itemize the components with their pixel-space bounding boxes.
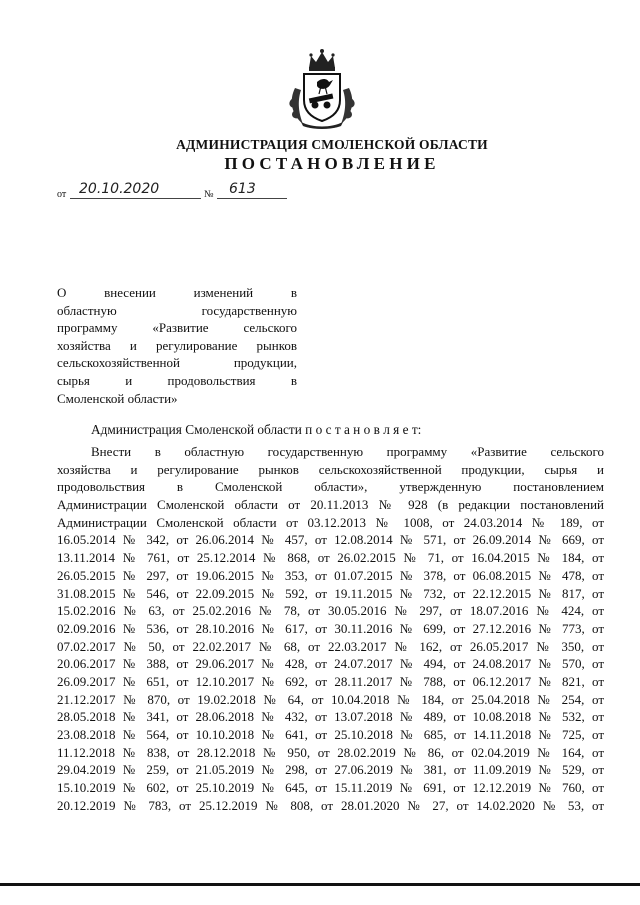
body-line: 13.11.2014 № 761, от 25.12.2014 № 868, от 26.02.2015 № 71, от 16.04.2015 № 184, от — [57, 550, 604, 566]
body-line: Внести в областную государственную программу «Развитие сельского — [91, 444, 604, 459]
body-line: продовольствия в Смоленской области», утвержденную постановлением — [57, 479, 604, 495]
number-label: № — [204, 189, 214, 200]
body-line: хозяйства и регулирование рынков сельскохозяйственной продукции, сырья и — [57, 461, 604, 477]
body-line: 07.02.2017 № 50, от 22.02.2017 № 68, от 22.03.2017 № 162, от 26.05.2017 № 350, от — [57, 638, 604, 654]
subject-line: областную государственную — [57, 302, 297, 318]
body-line: 20.06.2017 № 388, от 29.06.2017 № 428, от 24.07.2017 № 494, от 24.08.2017 № 570, от — [57, 656, 604, 672]
page-bottom-rule — [0, 883, 640, 886]
body-paragraph — [57, 443, 604, 814]
number-underline — [217, 198, 287, 199]
subject-line: сырья и продовольствия в — [57, 372, 297, 388]
body-line: 26.05.2015 № 297, от 19.06.2015 № 353, от 01.07.2015 № 378, от 06.08.2015 № 478, от — [57, 567, 604, 583]
body-line: 31.08.2015 № 546, от 22.09.2015 № 592, от 19.11.2015 № 732, от 22.12.2015 № 817, от — [57, 585, 604, 601]
coat-of-arms-icon — [287, 48, 357, 130]
body-line: Администрации Смоленской области от 03.12.2013 № 1008, от 24.03.2014 № 189, от — [57, 514, 604, 530]
organization-name: АДМИНИСТРАЦИЯ СМОЛЕНСКОЙ ОБЛАСТИ — [176, 137, 488, 152]
body-line: 23.08.2018 № 564, от 10.10.2018 № 641, от 25.10.2018 № 685, от 14.11.2018 № 725, от — [57, 727, 604, 742]
body-line: 21.12.2017 № 870, от 19.02.2018 № 64, от 10.04.2018 № 184, от 25.04.2018 № 254, от — [57, 691, 604, 707]
body-line: 28.05.2018 № 341, от 28.06.2018 № 432, от 13.07.2018 № 489, от 10.08.2018 № 532, от — [57, 709, 604, 725]
body-line: 16.05.2014 № 342, от 26.06.2014 № 457, от 12.08.2014 № 571, от 26.09.2014 № 669, от — [57, 532, 604, 548]
body-line: 11.12.2018 № 838, от 28.12.2018 № 950, от 28.02.2019 № 86, от 02.04.2019 № 164, от — [57, 744, 604, 760]
handwritten-number: 613 — [229, 181, 256, 197]
preamble-text: Администрация Смоленской области п о с т а н о в л я е т: — [91, 422, 422, 437]
subject-line: хозяйства и регулирование рынков — [57, 337, 297, 353]
subject-line: программу «Развитие сельского — [57, 320, 297, 336]
body-line: 15.02.2016 № 63, от 25.02.2016 № 78, от 30.05.2016 № 297, от 18.07.2016 № 424, от — [57, 603, 604, 619]
body-line: Администрации Смоленской области от 20.11.2013 № 928 (в редакции постановлений — [57, 497, 604, 513]
body-line: 02.09.2016 № 536, от 28.10.2016 № 617, от 30.11.2016 № 699, от 27.12.2016 № 773, от — [57, 620, 604, 636]
subject-line: сельскохозяйственной продукции, — [57, 355, 297, 371]
handwritten-date: 20.10.2020 — [79, 181, 160, 197]
subject-line: О внесении изменений в — [57, 285, 297, 300]
body-line: 29.04.2019 № 259, от 21.05.2019 № 298, от 27.06.2019 № 381, от 11.09.2019 № 529, от — [57, 762, 604, 778]
subject-line: Смоленской области» — [57, 390, 178, 406]
body-line: 20.12.2019 № 783, от 25.12.2019 № 808, от 28.01.2020 № 27, от 14.02.2020 № 53, от — [57, 797, 604, 813]
document-type-title: ПОСТАНОВЛЕНИЕ — [224, 154, 440, 173]
date-underline — [70, 198, 201, 199]
subject-block — [57, 284, 297, 407]
date-number-line — [57, 183, 297, 201]
body-line: 15.10.2019 № 602, от 25.10.2019 № 645, от 15.11.2019 № 691, от 12.12.2019 № 760, от — [57, 780, 604, 796]
date-from-label: от — [57, 189, 67, 200]
body-line: 26.09.2017 № 651, от 12.10.2017 № 692, от 28.11.2017 № 788, от 06.12.2017 № 821, от — [57, 673, 604, 689]
